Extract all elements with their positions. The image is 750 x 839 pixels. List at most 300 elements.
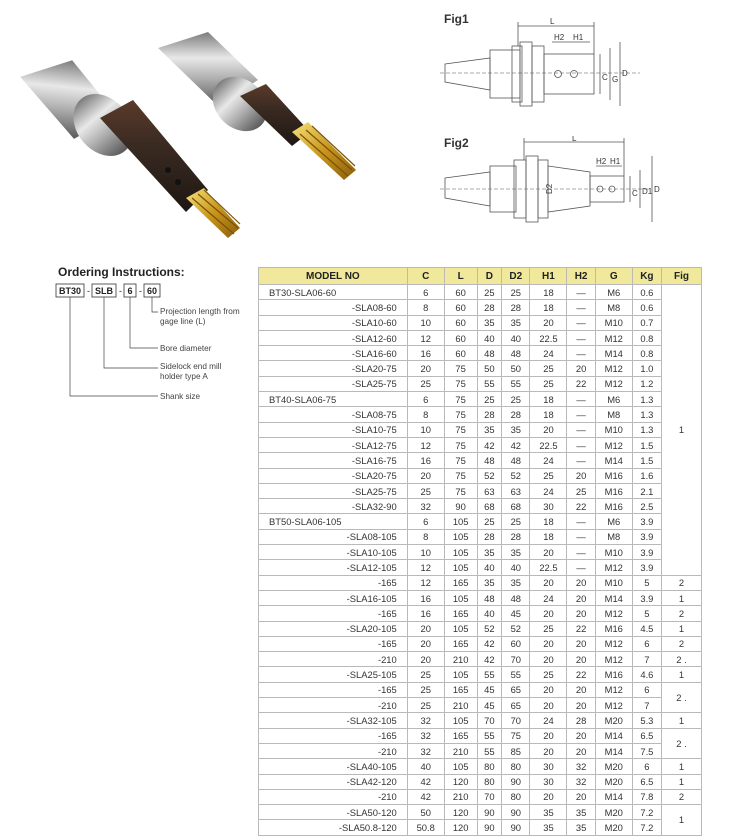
table-cell: 30 <box>530 774 567 789</box>
table-cell: 25 <box>477 392 502 407</box>
table-cell: 80 <box>502 759 530 774</box>
fig2-label-d2: D2 <box>545 183 554 194</box>
table-cell: — <box>567 315 595 330</box>
table-cell: 75 <box>444 376 477 391</box>
table-cell: 48 <box>502 346 530 361</box>
table-cell: 90 <box>502 820 530 835</box>
table-cell: 1.2 <box>632 376 661 391</box>
table-cell: 20 <box>530 575 567 590</box>
table-cell: 3.9 <box>632 545 661 560</box>
fig-cell: 1 <box>662 285 702 576</box>
table-cell: 32 <box>567 774 595 789</box>
table-cell: 22.5 <box>530 437 567 452</box>
table-cell: 165 <box>444 606 477 621</box>
table-cell: 28 <box>567 713 595 728</box>
table-cell: 35 <box>567 820 595 835</box>
table-cell: 48 <box>477 590 502 605</box>
table-cell: 210 <box>444 789 477 804</box>
table-row <box>259 346 702 361</box>
table-cell: 165 <box>444 636 477 651</box>
table-cell: 42 <box>502 437 530 452</box>
table-cell: 16 <box>407 590 444 605</box>
callout-projection-2: gage line (L) <box>160 317 206 326</box>
table-cell: 75 <box>444 361 477 376</box>
table-cell: 20 <box>407 621 444 636</box>
table-cell: 0.8 <box>632 346 661 361</box>
table-cell: — <box>567 330 595 345</box>
model-number-cell: -SLA08-105 <box>259 529 408 544</box>
fig-cell: 2 . <box>662 652 702 667</box>
fig2-label-l: L <box>572 136 577 143</box>
table-cell: — <box>567 560 595 575</box>
table-cell: 20 <box>530 682 567 697</box>
table-cell: 20 <box>567 590 595 605</box>
table-cell: 42 <box>407 789 444 804</box>
table-cell: 60 <box>502 636 530 651</box>
table-cell: 25 <box>477 514 502 529</box>
table-cell: M20 <box>595 805 632 820</box>
table-cell: M12 <box>595 636 632 651</box>
table-cell: 1.3 <box>632 407 661 422</box>
table-cell: 55 <box>502 376 530 391</box>
fig2-diagram <box>440 136 670 236</box>
table-cell: 35 <box>477 575 502 590</box>
table-cell: 16 <box>407 606 444 621</box>
table-row <box>259 575 702 590</box>
table-cell: 6.5 <box>632 728 661 743</box>
callout-shank: Shank size <box>160 392 201 401</box>
table-cell: 28 <box>477 300 502 315</box>
table-cell: 25 <box>502 285 530 300</box>
table-cell: 12 <box>407 330 444 345</box>
fig1-label-d: D <box>622 69 628 78</box>
table-cell: 5 <box>632 575 661 590</box>
table-cell: 6 <box>632 759 661 774</box>
table-cell: 12 <box>407 560 444 575</box>
table-cell: 75 <box>444 453 477 468</box>
table-cell: 105 <box>444 759 477 774</box>
table-cell: 20 <box>530 698 567 713</box>
column-header: Kg <box>632 268 661 285</box>
table-cell: 52 <box>502 468 530 483</box>
model-number-cell: -210 <box>259 698 408 713</box>
table-cell: 60 <box>444 300 477 315</box>
table-row <box>259 499 702 514</box>
table-cell: 65 <box>502 682 530 697</box>
table-row <box>259 590 702 605</box>
table-cell: M10 <box>595 575 632 590</box>
table-cell: M12 <box>595 376 632 391</box>
table-cell: 90 <box>477 820 502 835</box>
table-cell: 105 <box>444 667 477 682</box>
table-cell: 40 <box>477 606 502 621</box>
table-cell: 20 <box>530 315 567 330</box>
table-cell: 210 <box>444 743 477 758</box>
table-cell: 70 <box>477 713 502 728</box>
model-number-cell: -SLA08-75 <box>259 407 408 422</box>
table-cell: M10 <box>595 545 632 560</box>
table-cell: 35 <box>530 820 567 835</box>
table-cell: — <box>567 437 595 452</box>
table-row <box>259 453 702 468</box>
table-cell: 45 <box>502 606 530 621</box>
table-cell: 68 <box>502 499 530 514</box>
column-header: G <box>595 268 632 285</box>
model-number-cell: -SLA32-105 <box>259 713 408 728</box>
table-cell: 25 <box>407 698 444 713</box>
table-cell: 6 <box>407 392 444 407</box>
table-cell: 10 <box>407 315 444 330</box>
table-cell: 24 <box>530 713 567 728</box>
table-cell: 42 <box>407 774 444 789</box>
table-cell: 35 <box>502 545 530 560</box>
table-cell: M16 <box>595 483 632 498</box>
table-cell: 90 <box>477 805 502 820</box>
table-cell: 3.9 <box>632 514 661 529</box>
fig1-title: Fig1 <box>444 12 469 26</box>
table-cell: 25 <box>530 361 567 376</box>
table-cell: 40 <box>502 330 530 345</box>
model-number-cell: -SLA20-75 <box>259 468 408 483</box>
table-cell: 70 <box>502 713 530 728</box>
callout-holder: Sidelock end mill <box>160 362 222 371</box>
model-number-cell: BT50-SLA06-105 <box>259 514 408 529</box>
table-cell: 10 <box>407 545 444 560</box>
table-cell: 20 <box>530 743 567 758</box>
table-body <box>259 285 702 836</box>
table-cell: 50.8 <box>407 820 444 835</box>
spec-table <box>258 267 702 836</box>
table-cell: 5 <box>632 606 661 621</box>
table-cell: M12 <box>595 437 632 452</box>
column-header: D2 <box>502 268 530 285</box>
table-cell: 20 <box>567 698 595 713</box>
model-number-cell: -SLA50-120 <box>259 805 408 820</box>
table-row <box>259 560 702 575</box>
table-cell: M6 <box>595 285 632 300</box>
table-cell: 18 <box>530 514 567 529</box>
table-cell: 80 <box>502 789 530 804</box>
table-row <box>259 682 702 697</box>
table-cell: 105 <box>444 514 477 529</box>
callout-bore: Bore diameter <box>160 344 212 353</box>
table-cell: 105 <box>444 713 477 728</box>
table-header-row <box>259 268 702 285</box>
table-cell: 10 <box>407 422 444 437</box>
product-photo <box>8 20 368 245</box>
holder-right-image <box>158 32 356 180</box>
table-row <box>259 392 702 407</box>
fig1-label-h1: H1 <box>573 33 584 42</box>
table-cell: — <box>567 407 595 422</box>
table-cell: 90 <box>444 499 477 514</box>
table-cell: 42 <box>477 636 502 651</box>
table-cell: 20 <box>530 606 567 621</box>
table-cell: 60 <box>444 315 477 330</box>
fig2-label-h2: H2 <box>596 157 607 166</box>
table-cell: — <box>567 529 595 544</box>
table-cell: — <box>567 453 595 468</box>
table-row <box>259 805 702 820</box>
table-cell: M16 <box>595 621 632 636</box>
table-cell: 4.5 <box>632 621 661 636</box>
table-cell: 5.3 <box>632 713 661 728</box>
column-header: C <box>407 268 444 285</box>
table-cell: M8 <box>595 407 632 422</box>
svg-text:-: - <box>139 286 142 296</box>
table-row <box>259 774 702 789</box>
table-cell: M8 <box>595 300 632 315</box>
table-cell: 25 <box>407 682 444 697</box>
table-cell: 75 <box>444 468 477 483</box>
table-cell: 20 <box>530 545 567 560</box>
table-cell: 42 <box>477 652 502 667</box>
table-cell: 22.5 <box>530 330 567 345</box>
model-number-cell: -165 <box>259 606 408 621</box>
table-cell: 20 <box>530 789 567 804</box>
fig-cell: 2 <box>662 789 702 804</box>
model-number-cell: -SLA16-60 <box>259 346 408 361</box>
table-cell: 80 <box>477 759 502 774</box>
table-cell: 22 <box>567 667 595 682</box>
model-number-cell: -SLA10-105 <box>259 545 408 560</box>
fig2-label-d: D <box>654 185 660 194</box>
table-cell: 25 <box>530 468 567 483</box>
model-number-cell: -165 <box>259 636 408 651</box>
table-cell: 30 <box>530 499 567 514</box>
table-cell: 12 <box>407 437 444 452</box>
table-cell: 68 <box>477 499 502 514</box>
table-cell: 7.8 <box>632 789 661 804</box>
table-cell: 32 <box>407 499 444 514</box>
model-number-cell: -SLA12-75 <box>259 437 408 452</box>
callout-holder-2: holder type A <box>160 372 208 381</box>
table-cell: 80 <box>477 774 502 789</box>
fig-cell: 2 <box>662 575 702 590</box>
model-number-cell: -SLA12-105 <box>259 560 408 575</box>
table-cell: 52 <box>502 621 530 636</box>
model-number-cell: -SLA16-75 <box>259 453 408 468</box>
table-cell: — <box>567 545 595 560</box>
table-row <box>259 529 702 544</box>
table-cell: 24 <box>530 346 567 361</box>
table-cell: 85 <box>502 743 530 758</box>
fig-cell: 1 <box>662 713 702 728</box>
table-cell: M16 <box>595 667 632 682</box>
table-row <box>259 820 702 835</box>
table-cell: 120 <box>444 774 477 789</box>
table-row <box>259 621 702 636</box>
table-cell: 25 <box>407 667 444 682</box>
table-cell: 1.3 <box>632 392 661 407</box>
table-cell: 63 <box>502 483 530 498</box>
model-number-cell: -SLA08-60 <box>259 300 408 315</box>
table-cell: — <box>567 514 595 529</box>
table-cell: 55 <box>477 376 502 391</box>
table-cell: 25 <box>502 514 530 529</box>
table-cell: 1.5 <box>632 453 661 468</box>
table-cell: 55 <box>477 728 502 743</box>
table-cell: 20 <box>407 361 444 376</box>
table-cell: 35 <box>502 315 530 330</box>
table-row <box>259 361 702 376</box>
table-cell: 40 <box>477 560 502 575</box>
table-cell: 20 <box>567 789 595 804</box>
table-cell: 20 <box>567 728 595 743</box>
table-cell: 75 <box>444 422 477 437</box>
table-cell: 70 <box>502 652 530 667</box>
table-cell: 45 <box>477 682 502 697</box>
model-number-cell: -SLA12-60 <box>259 330 408 345</box>
table-cell: 20 <box>567 575 595 590</box>
table-cell: 7 <box>632 652 661 667</box>
fig1-label-g: G <box>612 75 619 84</box>
table-cell: 22 <box>567 376 595 391</box>
table-cell: M20 <box>595 820 632 835</box>
table-cell: 20 <box>567 636 595 651</box>
table-cell: 16 <box>407 453 444 468</box>
table-cell: M12 <box>595 698 632 713</box>
table-cell: 32 <box>567 759 595 774</box>
table-cell: 120 <box>444 805 477 820</box>
table-cell: 7 <box>632 698 661 713</box>
table-cell: 25 <box>530 376 567 391</box>
model-number-cell: -SLA42-120 <box>259 774 408 789</box>
table-cell: 1.5 <box>632 437 661 452</box>
table-row <box>259 437 702 452</box>
table-cell: 50 <box>502 361 530 376</box>
table-cell: 52 <box>477 468 502 483</box>
table-cell: 28 <box>477 407 502 422</box>
table-cell: 32 <box>407 743 444 758</box>
table-row <box>259 713 702 728</box>
table-cell: — <box>567 300 595 315</box>
table-row <box>259 728 702 743</box>
fig2-label-d1: D1 <box>642 187 653 196</box>
table-cell: 3.9 <box>632 560 661 575</box>
table-cell: 1.3 <box>632 422 661 437</box>
table-cell: 12 <box>407 575 444 590</box>
table-cell: 3.9 <box>632 590 661 605</box>
table-cell: 25 <box>407 483 444 498</box>
table-row <box>259 468 702 483</box>
table-cell: 0.8 <box>632 330 661 345</box>
fig-cell: 2 <box>662 636 702 651</box>
table-cell: 6 <box>632 636 661 651</box>
table-cell: 48 <box>477 346 502 361</box>
table-row <box>259 315 702 330</box>
fig-cell: 1 <box>662 805 702 836</box>
table-cell: 22 <box>567 621 595 636</box>
fig1-label-c: C <box>602 73 608 82</box>
table-cell: 7.2 <box>632 820 661 835</box>
fig-cell: 1 <box>662 621 702 636</box>
table-cell: 52 <box>477 621 502 636</box>
table-cell: 20 <box>530 652 567 667</box>
table-cell: 20 <box>567 361 595 376</box>
table-cell: 55 <box>477 667 502 682</box>
ordering-code-diagram <box>50 276 260 416</box>
table-cell: 120 <box>444 820 477 835</box>
table-cell: 165 <box>444 728 477 743</box>
table-cell: 75 <box>444 392 477 407</box>
model-number-cell: -SLA25-75 <box>259 376 408 391</box>
table-cell: 20 <box>567 468 595 483</box>
column-header: H1 <box>530 268 567 285</box>
table-cell: M14 <box>595 789 632 804</box>
table-cell: M6 <box>595 392 632 407</box>
table-cell: 1.0 <box>632 361 661 376</box>
table-cell: 8 <box>407 407 444 422</box>
table-cell: 75 <box>444 407 477 422</box>
table-row <box>259 743 702 758</box>
ordering-title: Ordering Instructions: <box>58 265 185 279</box>
table-row <box>259 300 702 315</box>
table-row <box>259 652 702 667</box>
table-cell: 35 <box>502 575 530 590</box>
table-cell: 28 <box>502 407 530 422</box>
code-part-length: 60 <box>146 286 158 296</box>
table-cell: 28 <box>502 529 530 544</box>
table-cell: 60 <box>444 330 477 345</box>
table-cell: 24 <box>530 590 567 605</box>
table-cell: 7.2 <box>632 805 661 820</box>
table-cell: 25 <box>530 667 567 682</box>
table-cell: 48 <box>502 453 530 468</box>
table-cell: M12 <box>595 361 632 376</box>
table-cell: 42 <box>477 437 502 452</box>
column-header: D <box>477 268 502 285</box>
table-cell: 8 <box>407 529 444 544</box>
fig-cell: 1 <box>662 774 702 789</box>
table-row <box>259 759 702 774</box>
table-cell: M20 <box>595 774 632 789</box>
fig1-label-h2: H2 <box>554 33 565 42</box>
table-cell: 90 <box>502 805 530 820</box>
table-cell: 105 <box>444 529 477 544</box>
table-cell: 28 <box>477 529 502 544</box>
table-cell: 75 <box>444 437 477 452</box>
table-cell: 35 <box>502 422 530 437</box>
model-number-cell: -165 <box>259 728 408 743</box>
fig1-label-l: L <box>550 17 555 26</box>
table-row <box>259 789 702 804</box>
model-number-cell: -SLA25-105 <box>259 667 408 682</box>
model-number-cell: -SLA25-75 <box>259 483 408 498</box>
model-number-cell: -210 <box>259 743 408 758</box>
table-cell: 40 <box>477 330 502 345</box>
table-cell: 25 <box>530 621 567 636</box>
table-cell: 20 <box>567 606 595 621</box>
table-cell: — <box>567 422 595 437</box>
code-part-bore: 6 <box>127 286 133 296</box>
fig2-label-c: C <box>632 189 638 198</box>
table-cell: — <box>567 346 595 361</box>
model-number-cell: BT30-SLA06-60 <box>259 285 408 300</box>
table-cell: 105 <box>444 590 477 605</box>
table-cell: 6 <box>632 682 661 697</box>
table-cell: 6 <box>407 285 444 300</box>
table-cell: M10 <box>595 315 632 330</box>
table-cell: 18 <box>530 285 567 300</box>
table-row <box>259 698 702 713</box>
fig-cell: 1 <box>662 759 702 774</box>
table-cell: 75 <box>444 483 477 498</box>
svg-text:-: - <box>87 286 90 296</box>
table-cell: M12 <box>595 330 632 345</box>
table-cell: 24 <box>530 453 567 468</box>
table-cell: 22.5 <box>530 560 567 575</box>
